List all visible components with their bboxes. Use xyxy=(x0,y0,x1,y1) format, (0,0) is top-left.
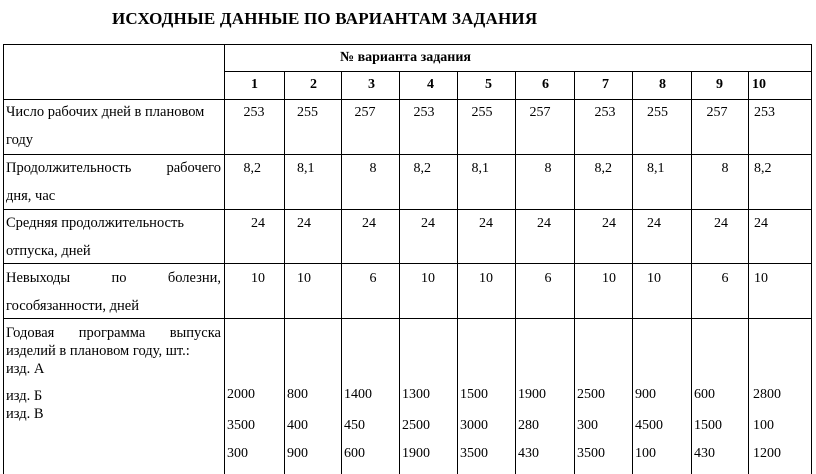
product-label-a: изд. А xyxy=(6,361,45,377)
program-cell: 3500 xyxy=(577,446,605,461)
table-cell: 10 xyxy=(421,271,435,286)
program-cell: 600 xyxy=(344,446,365,461)
row-label-line: изделий в плановом году, шт.: xyxy=(6,343,190,359)
row-label-word: Продолжительность xyxy=(6,160,132,176)
row-label-line: году xyxy=(6,132,34,148)
row-label-program xyxy=(6,324,221,423)
variant-header: 4 xyxy=(427,77,434,92)
row-label-work-days xyxy=(6,104,221,149)
program-cell: 1900 xyxy=(402,446,430,461)
row-label-vacation xyxy=(6,215,221,260)
table-cell: 257 xyxy=(354,105,376,120)
program-cell: 2500 xyxy=(402,418,430,433)
table-cell: 253 xyxy=(413,105,435,120)
table-cell: 10 xyxy=(479,271,493,286)
program-cell: 1500 xyxy=(694,418,722,433)
row-label-workday-length xyxy=(6,160,221,205)
program-cell: 2500 xyxy=(577,387,605,402)
variant-group-header: № варианта задания xyxy=(340,50,472,65)
table-cell: 10 xyxy=(647,271,661,286)
program-cell: 1200 xyxy=(753,446,781,461)
table-cell: 255 xyxy=(471,105,493,120)
table-cell: 255 xyxy=(297,105,318,120)
table-cell: 24 xyxy=(714,216,728,231)
program-cell: 900 xyxy=(635,387,656,402)
table-cell: 253 xyxy=(243,105,265,120)
program-cell: 300 xyxy=(577,418,598,433)
row-label-word: программа xyxy=(78,325,146,341)
row-label-word: рабочего xyxy=(166,160,221,176)
table-cell: 257 xyxy=(706,105,728,120)
program-cell: 1300 xyxy=(402,387,430,402)
row-label-absences xyxy=(6,270,221,315)
table-cell: 10 xyxy=(602,271,616,286)
table-cell: 24 xyxy=(297,216,311,231)
program-cell: 100 xyxy=(635,446,656,461)
table-cell: 255 xyxy=(647,105,668,120)
row-label-word: болезни, xyxy=(167,270,221,286)
variant-header: 7 xyxy=(602,77,609,92)
table-cell: 10 xyxy=(251,271,265,286)
table-cell: 8,1 xyxy=(647,161,665,176)
table-cell: 24 xyxy=(647,216,661,231)
table-cell: 24 xyxy=(754,216,768,231)
row-label-line: дня, час xyxy=(6,188,56,204)
program-cell: 430 xyxy=(694,446,715,461)
program-cell: 2000 xyxy=(227,387,255,402)
table-cell: 10 xyxy=(297,271,311,286)
table-cell: 6 xyxy=(369,271,377,286)
table-cell: 24 xyxy=(479,216,493,231)
table-cell: 8,1 xyxy=(297,161,315,176)
table-cell: 8,2 xyxy=(754,161,772,176)
table-cell: 24 xyxy=(537,216,551,231)
program-cell: 900 xyxy=(287,446,308,461)
table-cell: 8 xyxy=(544,161,552,176)
program-cell: 3500 xyxy=(227,418,255,433)
product-label-b: изд. Б xyxy=(6,388,43,404)
variant-header: 3 xyxy=(368,77,375,92)
variant-header: 2 xyxy=(310,77,317,92)
program-cell: 3000 xyxy=(460,418,488,433)
table-cell: 8 xyxy=(721,161,729,176)
page-title: ИСХОДНЫЕ ДАННЫЕ ПО ВАРИАНТАМ ЗАДАНИЯ xyxy=(112,9,538,28)
variant-header: 8 xyxy=(659,77,666,92)
program-cell: 600 xyxy=(694,387,715,402)
program-cell: 2800 xyxy=(753,387,781,402)
row-label-word: по xyxy=(111,270,127,286)
variant-header: 6 xyxy=(542,77,549,92)
variant-header: 1 xyxy=(251,77,258,92)
table-cell: 24 xyxy=(362,216,376,231)
table-cell: 8 xyxy=(369,161,377,176)
row-label-line: гособязанности, дней xyxy=(6,298,139,314)
table-cell: 10 xyxy=(754,271,768,286)
row-label-word: Годовая xyxy=(6,325,55,341)
program-cell: 800 xyxy=(287,387,308,402)
table-cell: 6 xyxy=(721,271,729,286)
row-label-line: Средняя продолжительность xyxy=(6,215,184,231)
program-cell: 1900 xyxy=(518,387,546,402)
product-label-c: изд. В xyxy=(6,406,44,422)
table-cell: 6 xyxy=(544,271,552,286)
variant-header: 9 xyxy=(716,77,723,92)
table-cell: 253 xyxy=(754,105,775,120)
row-label-line: Число рабочих дней в плановом xyxy=(6,104,205,120)
program-cell: 280 xyxy=(518,418,539,433)
table-cell: 257 xyxy=(529,105,551,120)
table-cell: 24 xyxy=(602,216,616,231)
row-label-word: выпуска xyxy=(169,325,221,341)
program-cell: 4500 xyxy=(635,418,663,433)
table-cell: 8,1 xyxy=(471,161,489,176)
table-cell: 24 xyxy=(421,216,435,231)
table-cell: 8,2 xyxy=(413,161,431,176)
program-cell: 100 xyxy=(753,418,774,433)
row-label-word: Невыходы xyxy=(6,270,71,286)
program-cell: 400 xyxy=(287,418,308,433)
program-cell: 430 xyxy=(518,446,539,461)
row-label-line: отпуска, дней xyxy=(6,243,91,259)
program-cell: 3500 xyxy=(460,446,488,461)
program-cell: 450 xyxy=(344,418,365,433)
table-cell: 24 xyxy=(251,216,265,231)
program-cell: 300 xyxy=(227,446,248,461)
table-cell: 8,2 xyxy=(594,161,612,176)
table-cell: 8,2 xyxy=(243,161,261,176)
table-cell: 253 xyxy=(594,105,616,120)
program-cell: 1500 xyxy=(460,387,488,402)
variant-header: 5 xyxy=(485,77,492,92)
variant-header: 10 xyxy=(752,77,766,92)
program-cell: 1400 xyxy=(344,387,372,402)
